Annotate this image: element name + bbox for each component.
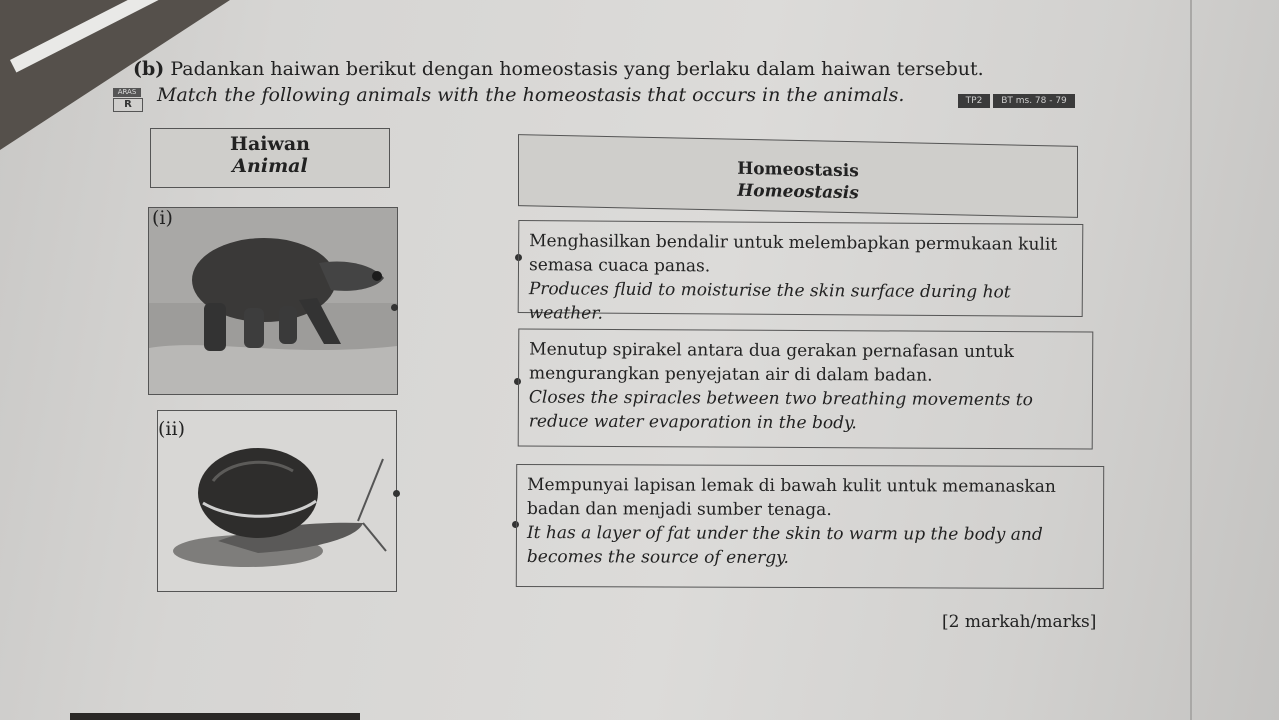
homeostasis-option-3 xyxy=(516,464,1104,589)
level-tag: R xyxy=(113,98,143,112)
option-3-english: It has a layer of fat under the skin to warm up the body and becomes the source of energy. xyxy=(526,523,1043,568)
option-1-english: Produces fluid to moisturise the skin surface during hot weather. xyxy=(528,279,1011,324)
page-fold xyxy=(1190,0,1192,720)
homeostasis-header-malay: Homeostasis xyxy=(737,158,859,182)
option-3-malay: Mempunyai lapisan lemak di bawah kulit untuk memanaskan badan dan menjadi sumber tenaga. xyxy=(527,475,1056,521)
level-tag-label: ARAS xyxy=(113,88,141,97)
option-2-english: Closes the spiracles between two breathing movements to reduce water evaporation in the body. xyxy=(528,387,1033,434)
bear-illustration xyxy=(149,208,397,394)
tp-badge: TP2 xyxy=(958,94,990,108)
homeostasis-header xyxy=(518,134,1078,218)
bt-badge: BT ms. 78 - 79 xyxy=(993,94,1075,108)
question-malay xyxy=(133,58,984,80)
question-label: (b) xyxy=(133,58,165,80)
question-english: Match the following animals with the homeostasis that occurs in the animals. xyxy=(157,84,905,106)
snail-illustration xyxy=(158,411,396,591)
animal-header-malay: Haiwan xyxy=(230,133,310,155)
marks-label: [2 markah/marks] xyxy=(942,612,1097,632)
homeostasis-option-2 xyxy=(518,328,1094,449)
animal-number-1: (i) xyxy=(152,207,173,229)
homeostasis-option-1 xyxy=(518,220,1084,324)
bear-image xyxy=(148,207,398,395)
option-1-malay: Menghasilkan bendalir untuk melembapkan permukaan kulit semasa cuaca panas. xyxy=(528,231,1058,277)
option-2-malay: Menutup spirakel antara dua gerakan pernafasan untuk mengurangkan penyejatan air di dalam badan. xyxy=(529,339,1015,386)
homeostasis-header-english: Homeostasis xyxy=(737,180,859,204)
bottom-edge xyxy=(70,713,360,720)
animal-header-english: Animal xyxy=(232,155,308,177)
match-dot-animal-2[interactable] xyxy=(393,490,400,497)
animal-number-2: (ii) xyxy=(158,418,185,440)
match-dot-animal-1[interactable] xyxy=(391,304,398,311)
animal-header xyxy=(150,128,390,188)
question-malay-text: Padankan haiwan berikut dengan homeostasis yang berlaku dalam haiwan tersebut. xyxy=(170,58,984,80)
snail-image xyxy=(157,410,397,592)
